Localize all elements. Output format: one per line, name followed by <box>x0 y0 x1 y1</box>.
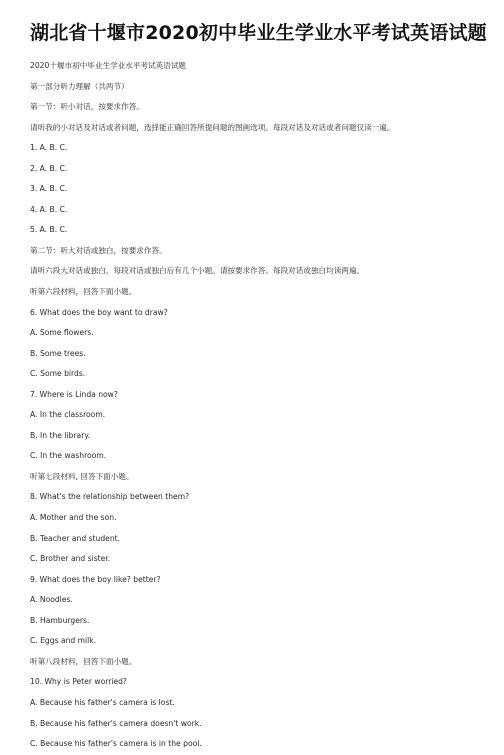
document-line: A. Noodles. <box>30 595 73 605</box>
document-line: A. In the classroom. <box>30 410 106 420</box>
document-body <box>30 56 490 755</box>
document-line: 1. A. B. C. <box>30 143 68 153</box>
document-line: B. Because his father's camera doesn't work. <box>30 718 202 728</box>
document-title: 湖北省十堰市2020初中毕业生学业水平考试英语试题 <box>30 22 487 44</box>
document-line: A. Some flowers. <box>30 328 94 338</box>
document-line: 4. A. B. C. <box>30 204 68 214</box>
document-line: C. Brother and sister. <box>30 554 111 564</box>
document-line: 听第七段材料, 回答下面小题。 <box>30 471 134 481</box>
document-line: 7. Where is Linda now? <box>30 389 118 399</box>
document-line: 第一部分听力理解（共两节） <box>30 81 129 91</box>
document-line: 8. What's the relationship between them? <box>30 492 190 502</box>
document-line: 请听六段大对话或独白，每段对话或独白后有几个小题。请按要求作答。每段对话或独白均读两遍。 <box>30 266 365 276</box>
document-line: B. Teacher and student. <box>30 533 121 543</box>
document-line: 6. What does the boy want to draw? <box>30 307 168 317</box>
document-line: B. In the library. <box>30 430 91 440</box>
document-line: 请听我的小对话及对话或者问题，选择能正确回答所提问题的图画选项。每段对话及对话或者问题仅读一遍。 <box>30 122 395 132</box>
document-line: B. Some trees. <box>30 348 86 358</box>
document-line: 9. What does the boy like? better? <box>30 574 161 584</box>
document-line: C. Some birds. <box>30 369 86 379</box>
document-line: 2. A. B. C. <box>30 163 68 173</box>
document-line: 第二节：听大对话或独白，按要求作答。 <box>30 245 167 255</box>
document-line: C. In the washroom. <box>30 451 107 461</box>
document-line: 10. Why is Peter worried? <box>30 677 127 687</box>
document-line: B. Hamburgers. <box>30 615 90 625</box>
document-line: C. Eggs and milk. <box>30 636 97 646</box>
document-line: 听第六段材料，回答下面小题。 <box>30 287 137 297</box>
document-line: A. Because his father's camera is lost. <box>30 697 175 707</box>
document-line: 听第八段材料，回答下面小题。 <box>30 656 137 666</box>
document-line: A. Mother and the son. <box>30 513 117 523</box>
document-line: 5. A. B. C. <box>30 225 68 235</box>
document-line: C. Because his father's camera is in the pool. <box>30 739 202 749</box>
document-line: 第一节：听小对话，按要求作答。 <box>30 102 144 112</box>
document-line: 2020十堰市初中毕业生学业水平考试英语试题 <box>30 61 187 70</box>
document-line: 3. A. B. C. <box>30 184 68 194</box>
